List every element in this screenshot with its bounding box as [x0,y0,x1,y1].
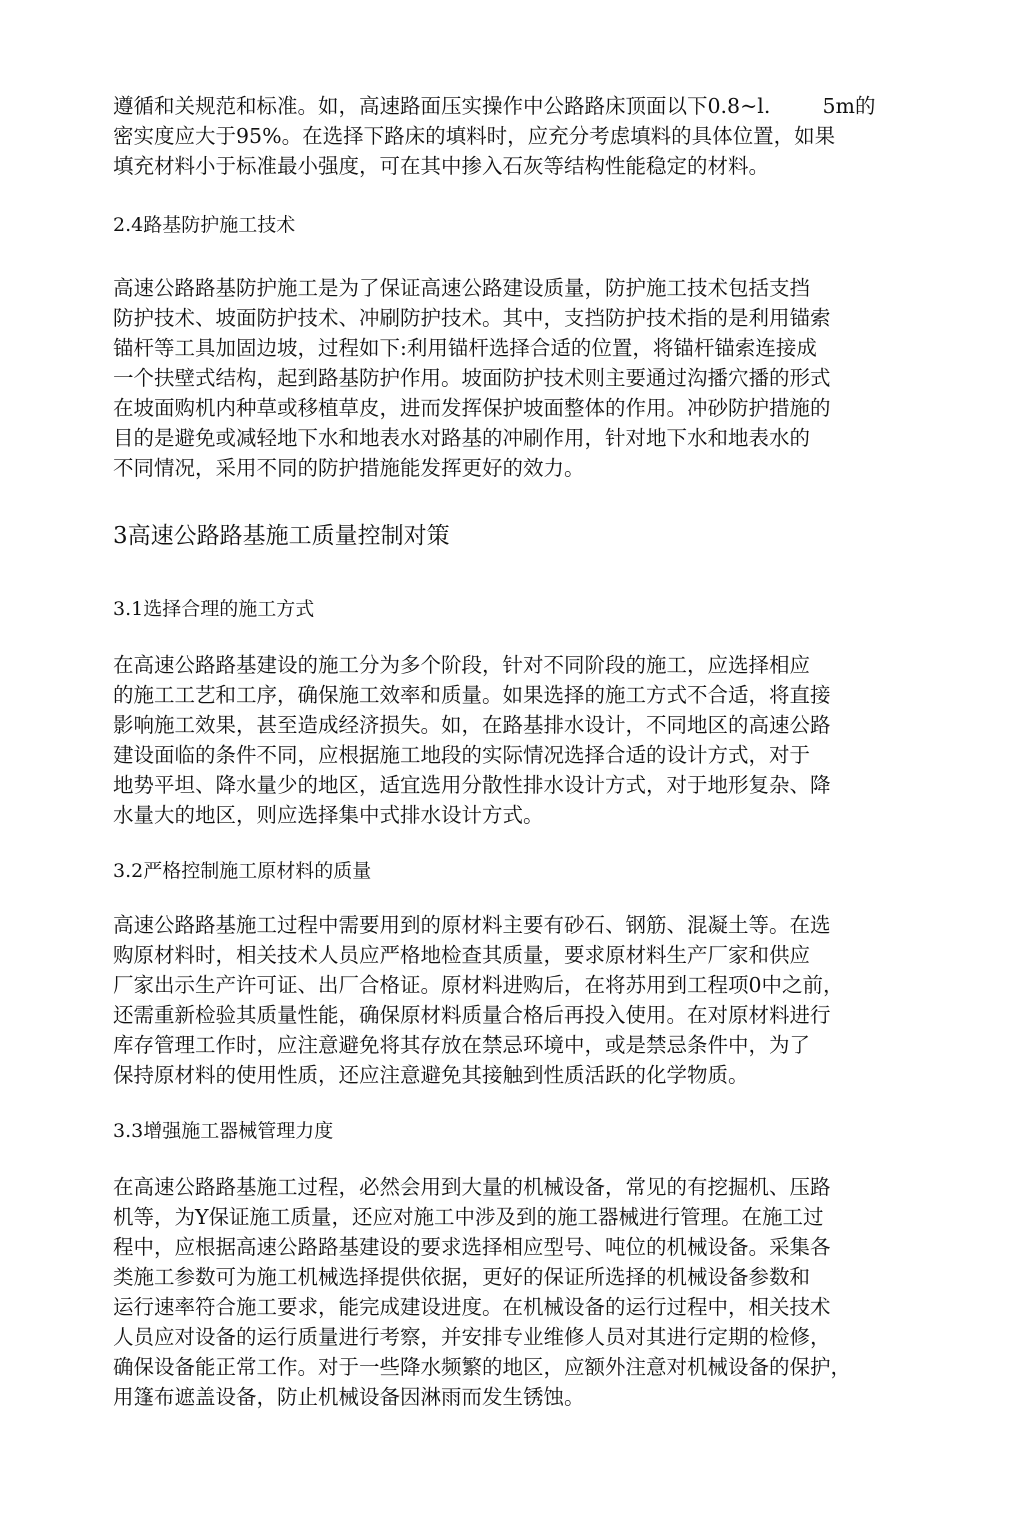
text-line: 水量大的地区，则应选择集中式排水设计方式。 [113,803,544,827]
text-line: 密实度应大于95%。在选择下路床的填料时，应充分考虑填料的具体位置，如果 [113,124,836,148]
text-line: 高速公路路基施工过程中需要用到的原材料主要有砂石、钢筋、混凝土等。在选 [113,913,831,937]
text-line: 厂家出示生产许可证、出厂合格证。原材料进购后，在将苏用到工程项0中之前， [113,973,844,997]
text-line: 在坡面购机内种草或移植草皮，进而发挥保护坡面整体的作用。冲砂防护措施的 [113,396,831,420]
text-line: 在高速公路路基施工过程，必然会用到大量的机械设备，常见的有挖掘机、压路 [113,1175,831,1199]
text-line: 一个扶壁式结构，起到路基防护作用。坡面防护技术则主要通过沟播穴播的形式 [113,366,831,390]
text-line: 运行速率符合施工要求，能完成建设进度。在机械设备的运行过程中，相关技术 [113,1295,831,1319]
section-heading-3-1: 3.1选择合理的施工方式 [113,598,315,620]
text-line: 还需重新检验其质量性能，确保原材料质量合格后再投入使用。在对原材料进行 [113,1003,831,1027]
text-line: 机等，为Y保证施工质量，还应对施工中涉及到的施工器械进行管理。在施工过 [113,1205,824,1229]
text-line: 类施工参数可为施工机械选择提供依据，更好的保证所选择的机械设备参数和 [113,1265,810,1289]
text-line: 地势平坦、降水量少的地区，适宜选用分散性排水设计方式，对于地形复杂、降 [113,773,831,797]
text-line: 人员应对设备的运行质量进行考察，并安排专业维修人员对其进行定期的检修， [113,1325,831,1349]
text-line: 高速公路路基防护施工是为了保证高速公路建设质量，防护施工技术包括支挡 [113,276,810,300]
section-heading-2-4: 2.4路基防护施工技术 [113,214,296,236]
text-line: 目的是避免或减轻地下水和地表水对路基的冲刷作用，针对地下水和地表水的 [113,426,810,450]
section-heading-3-3: 3.3增强施工器械管理力度 [113,1120,334,1142]
text-line: 锚杆等工具加固边坡，过程如下:利用锚杆选择合适的位置，将锚杆锚索连接成 [113,336,817,360]
text-line: 不同情况，采用不同的防护措施能发挥更好的效力。 [113,456,585,480]
text-line: 填充材料小于标准最小强度，可在其中掺入石灰等结构性能稳定的材料。 [113,154,769,178]
section-heading-3: 3高速公路路基施工质量控制对策 [113,523,450,549]
text-line: 用篷布遮盖设备，防止机械设备因淋雨而发生锈蚀。 [113,1385,585,1409]
text-line: 遵循和关规范和标准。如，高速路面压实操作中公路路床顶面以下0.8~l. 5m的 [113,94,876,118]
text-line: 的施工工艺和工序，确保施工效率和质量。如果选择的施工方式不合适，将直接 [113,683,831,707]
text-line: 保持原材料的使用性质，还应注意避免其接触到性质活跃的化学物质。 [113,1063,749,1087]
text-line: 防护技术、坡面防护技术、冲刷防护技术。其中，支挡防护技术指的是利用锚索 [113,306,831,330]
text-line: 影响施工效果，甚至造成经济损失。如，在路基排水设计，不同地区的高速公路 [113,713,831,737]
text-line: 程中，应根据高速公路路基建设的要求选择相应型号、吨位的机械设备。采集各 [113,1235,831,1259]
text-line: 库存管理工作时，应注意避免将其存放在禁忌环境中，或是禁忌条件中，为了 [113,1033,810,1057]
section-heading-3-2: 3.2严格控制施工原材料的质量 [113,860,372,882]
text-line: 在高速公路路基建设的施工分为多个阶段，针对不同阶段的施工，应选择相应 [113,653,810,677]
text-line: 建设面临的条件不同，应根据施工地段的实际情况选择合适的设计方式，对于 [113,743,810,767]
text-line: 确保设备能正常工作。对于一些降水频繁的地区，应额外注意对机械设备的保护， [113,1355,851,1379]
text-line: 购原材料时，相关技术人员应严格地检查其质量，要求原材料生产厂家和供应 [113,943,810,967]
